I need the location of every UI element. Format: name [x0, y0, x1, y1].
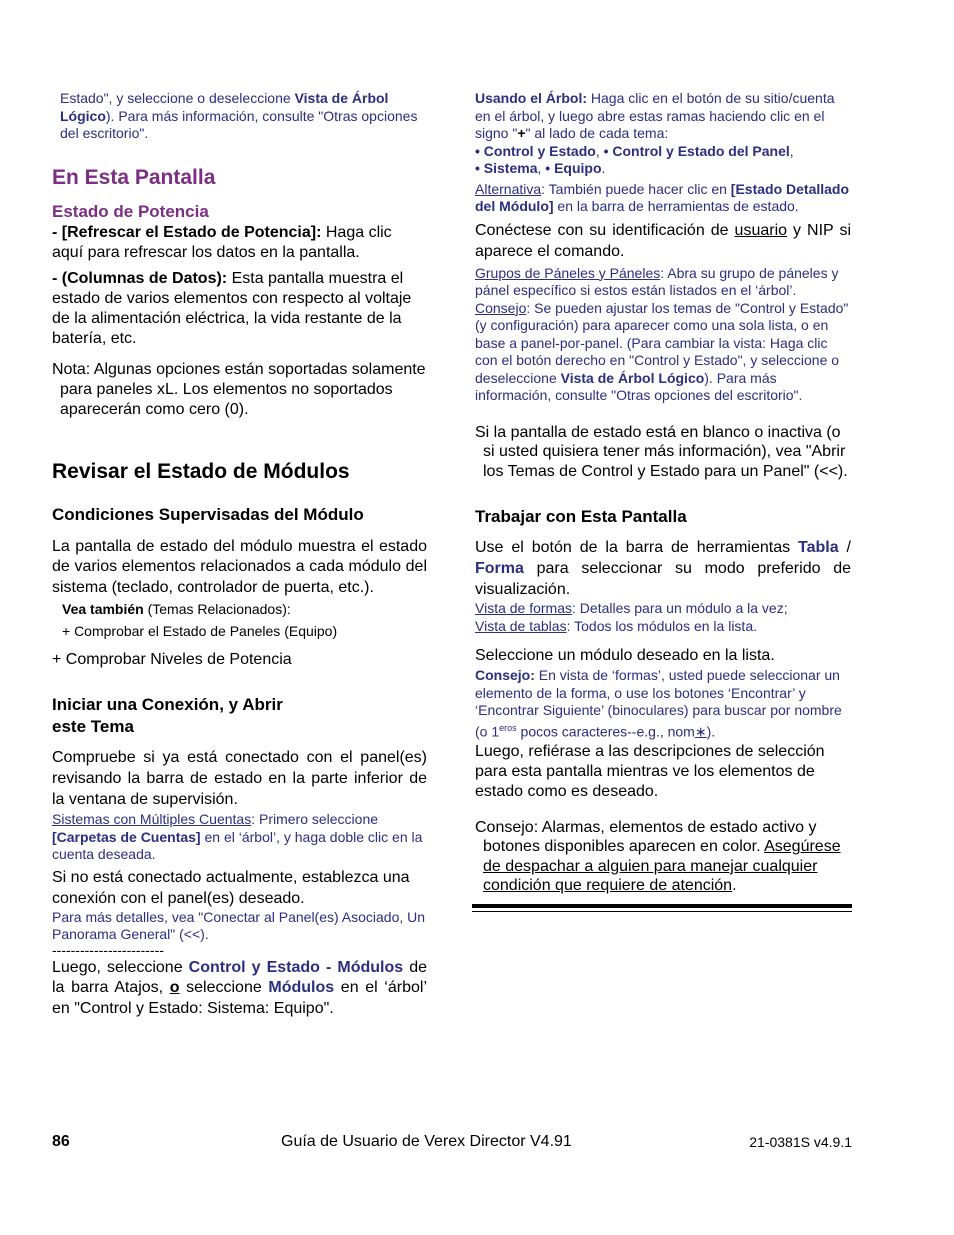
compruebe-text: Compruebe si ya está conectado con el panel(es) revisando la barra de estado en la parte inferior de la ventana de supervisión.	[52, 749, 427, 808]
grupos-link[interactable]: Grupos de Páneles y Páneles	[475, 264, 661, 281]
page-footer	[52, 1133, 852, 1153]
control-estado-modulos-command[interactable]: Control y Estado - Módulos	[188, 958, 404, 976]
heading-en-esta-pantalla: En Esta Pantalla	[52, 165, 216, 189]
columns-description: - (Columnas de Datos): Esta pantalla muestra el estado de varios elementos con respecto al voltaje de la alimentación eléctrica, la vida restante de la batería, etc.	[52, 269, 412, 347]
conectese-text: Conéctese con su identificación de usuario y NIP si aparece el comando.	[475, 221, 851, 260]
heading-estado-potencia: Estado de Potencia	[52, 201, 209, 221]
detalles-link[interactable]: Para más detalles, vea "Conectar al Panel(es) Asociado, Un Panorama General" (<<).	[52, 908, 426, 942]
alternative-note: Alternativa: También puede hacer clic en [Estado Detallado del Módulo] en la barra de herramientas de estado.	[475, 180, 850, 214]
seleccione-text: Seleccione un módulo deseado en la lista.	[475, 647, 775, 664]
view-modes: Vista de formas: Detalles para un módulo a la vez; Vista de tablas: Todos los módulos en la lista.	[475, 600, 788, 634]
note: Nota: Algunas opciones están soportadas solamente para paneles xL. Los elementos no soportados aparecerán como cero (0).	[52, 360, 426, 418]
page-number: 86	[52, 1133, 70, 1150]
tree-branches: • Control y Estado, • Control y Estado del Panel, • Sistema, • Equipo.	[475, 142, 794, 176]
asterisk-icon: ∗	[694, 723, 707, 740]
vista-formas-link[interactable]: Vista de formas	[475, 600, 573, 616]
tabla-button[interactable]: Tabla	[798, 539, 839, 556]
heading-iniciar-line2: este Tema	[52, 717, 134, 736]
heading-iniciar-line1: Iniciar una Conexión, y Abrir	[52, 695, 283, 714]
grupos-note: Grupos de Páneles y Páneles: Abra su grupo de páneles y pánel específico si estos están listados en el ‘árbol’. Consejo: Se pueden ajustar los temas de "Control y Estado" (y configuración) para aparecer como una sola lista, o en base a panel-por-panel. (Para cambiar la vista: Haga clic con el botón derecho en "Control y Estado", y seleccione o deseleccione Vista de Árbol Lógico). Para más información, consulte "Otras opciones del escritorio".	[475, 264, 849, 403]
section-end-rule	[472, 904, 852, 912]
heading-condiciones: Condiciones Supervisadas del Módulo	[52, 504, 364, 524]
using-tree-note: Usando el Árbol: Haga clic en el botón de su sitio/cuenta en el árbol, y luego abre estas ramas haciendo clic en el signo "+" al lado de cada tema:	[475, 90, 835, 141]
heading-revisar-estado: Revisar el Estado de Módulos	[52, 459, 350, 483]
see-also-item[interactable]: + Comprobar Niveles de Potencia	[52, 651, 292, 668]
multi-account-note: Sistemas con Múltiples Cuentas: Primero seleccione [Carpetas de Cuentas] en el ‘árbol’, y haga doble clic en la cuenta deseada.	[52, 811, 423, 862]
consejo-link[interactable]: Consejo	[475, 299, 527, 316]
alternativa-link[interactable]: Alternativa	[475, 180, 542, 197]
luego-refierase: Luego, refiérase a las descripciones de selección para esta pantalla mientras ve los elementos de estado como es deseado.	[475, 742, 825, 800]
luego-instruction: Luego, seleccione Control y Estado - Módulos de la barra Atajos, o seleccione Módulos en el ‘árbol’ en "Control y Estado: Sistema: Equipo".	[52, 958, 427, 1017]
left-column	[52, 90, 427, 1019]
refresh-description: - [Refrescar el Estado de Potencia]: Haga clic aquí para refrescar los datos en la pantalla.	[52, 223, 392, 261]
use-toolbar-text: Use el botón de la barra de herramientas Tabla / Forma para seleccionar su modo preferido de visualización.	[475, 539, 851, 598]
footer-title: Guía de Usuario de Verex Director V4.91	[281, 1133, 572, 1150]
doc-code: 21-0381S v4.9.1	[749, 1134, 852, 1150]
heading-trabajar: Trabajar con Esta Pantalla	[475, 507, 687, 526]
usuario-link[interactable]: usuario	[734, 221, 788, 239]
vista-tablas-link[interactable]: Vista de tablas	[475, 617, 567, 634]
consejo-colors-note: Consejo: Alarmas, elementos de estado activo y botones disponibles aparecen en color. Asegúrese de despachar a alguien para manejar cualquier condición que requiere de atención.	[475, 818, 841, 895]
si-pantalla-text: Si la pantalla de estado está en blanco o inactiva (o si usted quisiera tener más información), vea "Abrir los Temas de Control y Estado para un Panel" (<<).	[475, 423, 848, 480]
refresh-button-label: - [Refrescar el Estado de Potencia]:	[52, 223, 322, 241]
si-no-conectado: Si no está conectado actualmente, establezca una conexión con el panel(es) deseado.	[52, 868, 410, 907]
modulos-command[interactable]: Módulos	[268, 979, 335, 996]
condiciones-text: La pantalla de estado del módulo muestra el estado de varios elementos relacionados a cada módulo del sistema (teclado, controlador de puerta, etc.).	[52, 537, 427, 596]
sistemas-link[interactable]: Sistemas con Múltiples Cuentas	[52, 811, 252, 827]
see-also: Vea también (Temas Relacionados):	[62, 601, 291, 617]
right-column	[475, 90, 851, 912]
forma-button[interactable]: Forma	[475, 560, 524, 577]
consejo-find-note: Consejo: En vista de ‘formas’, usted puede seleccionar un elemento de la forma, o use los botones ‘Encontrar’ y ‘Encontrar Siguiente’ (binoculares) para buscar por nombre (o $1^{eros}$ pocos caracteres--e.g., nom∗).	[475, 667, 842, 740]
intro-note: Estado", y seleccione o deseleccione Vista de Árbol Lógico). Para más información, consulte "Otras opciones del escritorio".	[60, 90, 418, 141]
see-also-item[interactable]: + Comprobar el Estado de Paneles (Equipo)	[62, 623, 338, 639]
separator-dashes: ------------------------	[52, 941, 164, 958]
